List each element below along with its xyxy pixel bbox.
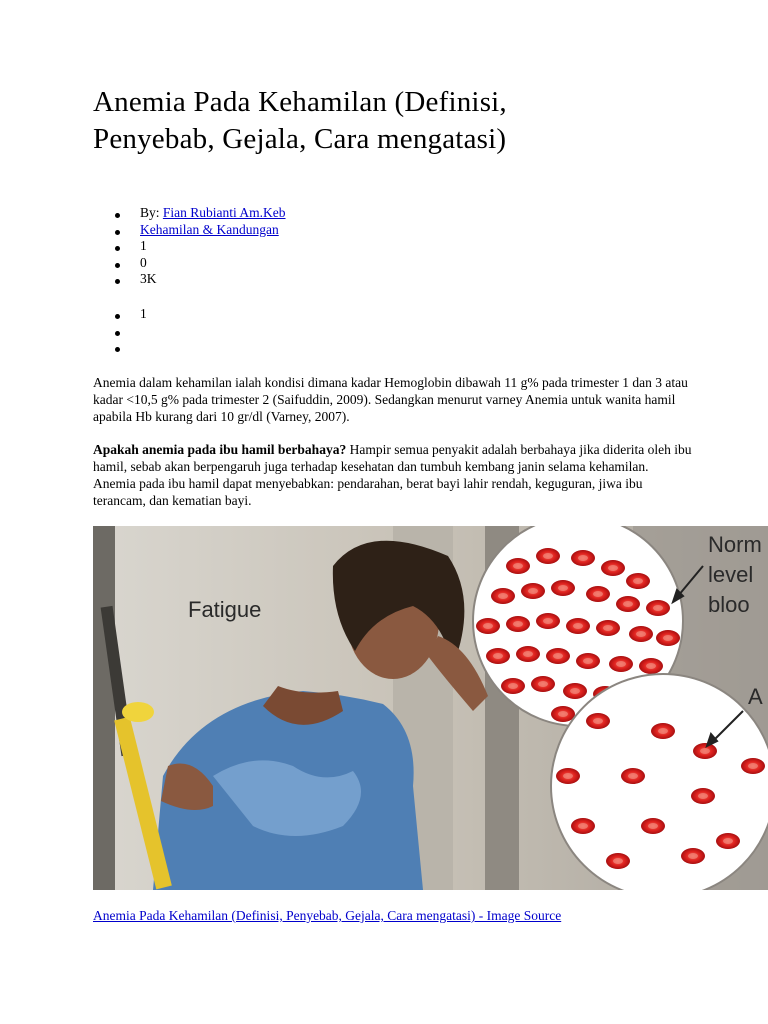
- author-link[interactable]: Fian Rubianti Am.Keb: [162, 205, 286, 220]
- fatigue-label: Fatigue: [188, 597, 262, 622]
- paragraph-danger: [93, 441, 693, 509]
- normal-label-line-3: bloo: [708, 592, 750, 617]
- image-caption: [93, 907, 561, 924]
- article-image: [93, 526, 768, 890]
- share-count: 1: [93, 306, 147, 323]
- paragraph-danger-text: Hampir semua penyakit adalah berbahaya jika diderita oleh ibu hamil, sebab akan berpengaruh juga terhadap kesehatan dan tumbuh kembang janin selama kehamilan. Anemia pada ibu hamil dapat menyebabkan: pendarahan, berat bayi lahir rendah, keguguran, jiwa ibu terancam, dan kematian bayi.: [93, 442, 692, 508]
- share-list: [93, 306, 147, 356]
- article-meta-list: [93, 205, 286, 288]
- share-item-empty-1[interactable]: [93, 323, 147, 340]
- meta-author: [93, 205, 286, 222]
- meta-views: 3K: [93, 271, 286, 288]
- meta-count-2: 0: [93, 255, 286, 272]
- category-link[interactable]: Kehamilan & Kandungan: [140, 221, 279, 237]
- share-item-empty-2[interactable]: [93, 339, 147, 356]
- anemia-illustration: [93, 526, 768, 890]
- anemia-label: A: [748, 684, 763, 709]
- image-source-link[interactable]: Anemia Pada Kehamilan (Definisi, Penyebab, Gejala, Cara mengatasi) - Image Source: [93, 908, 562, 923]
- normal-label-line-1: Norm: [708, 532, 762, 557]
- normal-label-line-2: level: [708, 562, 754, 587]
- author-prefix: By:: [140, 205, 163, 220]
- meta-category: [93, 222, 286, 239]
- paragraph-definition: Anemia dalam kehamilan ialah kondisi dimana kadar Hemoglobin dibawah 11 g% pada trimester 1 dan 3 atau kadar <10,5 g% pada trimester 2 (Saifuddin, 2009). Sedangkan menurut varney Anemia untuk wanita hamil apabila Hb kurang dari 10 gr/dl (Varney, 2007).: [93, 375, 688, 424]
- article-title: [93, 84, 713, 158]
- title-line-2: Penyebab, Gejala, Cara mengatasi): [93, 123, 507, 155]
- title-line-1: Anemia Pada Kehamilan (Definisi,: [93, 86, 507, 118]
- question-bold: Apakah anemia pada ibu hamil berbahaya?: [93, 442, 347, 457]
- meta-count-1: 1: [93, 238, 286, 255]
